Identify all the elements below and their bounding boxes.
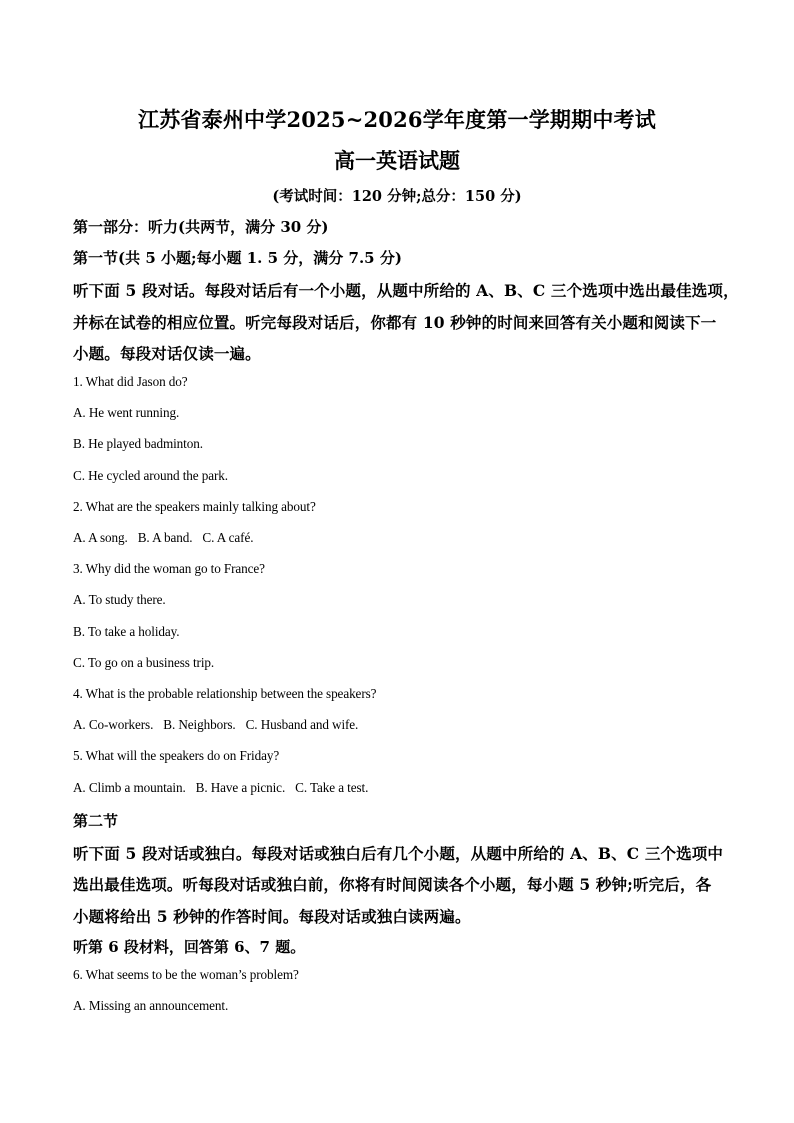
- q5-options: [73, 780, 368, 796]
- q4-option-c: C. Husband and wife.: [245, 717, 359, 732]
- q1-option-c: C. He cycled around the park.: [73, 468, 228, 483]
- q1-option-b: B. He played badminton.: [73, 436, 203, 451]
- q1-option-a: A. He went running.: [73, 405, 180, 420]
- question-5: 5. What will the speakers do on Friday?: [73, 748, 280, 763]
- part1-heading: 第一部分：听力(共两节，满分 30 分): [73, 218, 329, 236]
- instruction-line-2: 并标在试卷的相应位置。听完每段对话后，你都有 10 秒钟的时间来回答有关小题和阅读下一: [73, 313, 717, 332]
- q5-option-b: B. Have a picnic.: [195, 780, 286, 795]
- question-4: 4. What is the probable relationship between the speakers?: [73, 686, 377, 701]
- q2-option-a: A. A song.: [73, 530, 128, 545]
- q3-option-c: C. To go on a business trip.: [73, 655, 215, 670]
- section2-instruction-1: 听下面 5 段对话或独白。每段对话或独白后有几个小题，从题中所给的 A、B、C 三个选项中: [73, 844, 724, 863]
- question-6: 6. What seems to be the woman’s problem?: [73, 967, 299, 982]
- q3-option-b: B. To take a holiday.: [73, 624, 180, 639]
- q2-option-b: B. A band.: [137, 530, 193, 545]
- school-exam-title: 江苏省泰州中学2025~2026学年度第一学期期中考试: [138, 107, 656, 132]
- q4-options: [73, 717, 358, 733]
- q2-option-c: C. A café.: [202, 530, 254, 545]
- section2-heading: 第二节: [73, 812, 119, 830]
- material-6-heading: 听第 6 段材料，回答第 6、7 题。: [73, 938, 306, 956]
- q3-option-a: A. To study there.: [73, 592, 166, 607]
- subject-title: 高一英语试题: [334, 148, 460, 173]
- question-2: 2. What are the speakers mainly talking about?: [73, 499, 316, 514]
- section1-heading: 第一节(共 5 小题;每小题 1. 5 分，满分 7.5 分): [73, 249, 402, 267]
- q5-option-a: A. Climb a mountain.: [73, 780, 186, 795]
- section2-instruction-3: 小题将给出 5 秒钟的作答时间。每段对话或独白读两遍。: [73, 907, 471, 926]
- q4-option-a: A. Co-workers.: [73, 717, 154, 732]
- q6-option-a: A. Missing an announcement.: [73, 998, 229, 1013]
- question-1: 1. What did Jason do?: [73, 374, 188, 389]
- instruction-line-1: 听下面 5 段对话。每段对话后有一个小题，从题中所给的 A、B、C 三个选项中选出最佳选项，: [73, 281, 739, 300]
- section2-instruction-2: 选出最佳选项。听每段对话或独白前，你将有时间阅读各个小题，每小题 5 秒钟;听完后，各: [73, 875, 712, 894]
- instruction-line-3: 小题。每段对话仅读一遍。: [73, 344, 261, 363]
- q5-option-c: C. Take a test.: [295, 780, 369, 795]
- q4-option-b: B. Neighbors.: [163, 717, 236, 732]
- question-3: 3. Why did the woman go to France?: [73, 561, 265, 576]
- q2-options: [73, 530, 253, 546]
- exam-info: (考试时间：120 分钟;总分：150 分): [272, 188, 522, 205]
